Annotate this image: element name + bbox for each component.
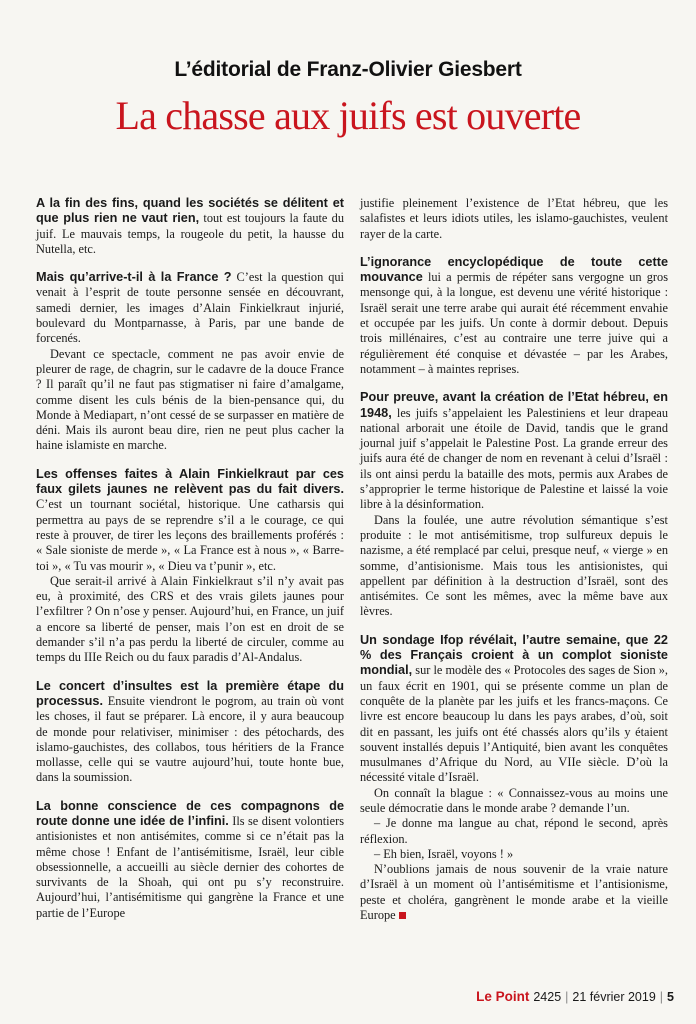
paragraph <box>360 390 668 512</box>
paragraph <box>36 196 344 257</box>
column-right <box>360 196 668 986</box>
article-section <box>36 467 344 666</box>
column-left <box>36 196 344 986</box>
article-section <box>360 255 668 377</box>
paragraph-text: justifie pleinement l’existence de l’Etat hébreu, que les salafistes et leurs idiots utiles, les islamo-gauchistes, veulent rayer de la carte. <box>360 196 668 241</box>
page-number: 5 <box>667 990 674 1004</box>
page-footer <box>476 989 674 1004</box>
paragraph-lead: Mais qu’arrive-t-il à la France ? <box>36 270 232 285</box>
paragraph-text: Ensuite viendront le pogrom, au train où vont les choses, il faut se préparer. Là encore, il y aura beaucoup de monde pour relativiser, minimiser : des pétochards, des islamo-gauchistes, des collabos, tous héritiers de la France mollasse, celle qui se vautre aujourd’hui, toute honte bue, dans la soumission. <box>36 693 344 785</box>
issue-date: 21 février 2019 <box>572 990 656 1004</box>
magazine-brand: Le Point <box>476 989 530 1004</box>
paragraph-text: tout est toujours la faute du juif. Le mauvais temps, la rougeole du petit, la hausse du Nutella, etc. <box>36 211 345 256</box>
article-section <box>360 196 668 242</box>
paragraph <box>36 799 344 921</box>
paragraph-lead: L’ignorance encyclopédique de toute cette mouvance <box>360 254 668 285</box>
end-of-article-mark <box>399 912 406 919</box>
paragraph <box>360 816 668 847</box>
paragraph-text: – Eh bien, Israël, voyons ! » <box>374 846 514 861</box>
paragraph <box>360 255 668 377</box>
paragraph-lead: Le concert d’insultes est la première étape du processus. <box>36 678 344 708</box>
paragraph <box>360 847 668 862</box>
paragraph-text: Ils se disent volontiers antisionistes et non antisémites, comme si ce n’était pas la même chose ! Enfant de l’antisémitisme, Israël, leur cible obsessionnelle, a accueilli au siècle dernier des cohortes de survivants de la Shoah, qui ont pu s’y reconstruire. Aujourd’hui, l’antisémitisme qui gangrène la France et une partie de l’Europe <box>36 813 345 920</box>
paragraph <box>360 513 668 620</box>
article-body <box>36 196 668 986</box>
paragraph-text: On connaît la blague : « Connaissez-vous au moins une seule démocratie dans le monde arabe ? demande l’un. <box>360 785 668 815</box>
article-section <box>36 799 344 921</box>
paragraph-lead: La bonne conscience de ces compagnons de route donne une idée de l’infini. <box>36 798 344 828</box>
issue-number: 2425 <box>533 990 562 1004</box>
paragraph-lead: Les offenses faites à Alain Finkielkraut par ces faux gilets jaunes ne relèvent pas du fait divers. <box>36 466 344 497</box>
footer-separator: | <box>565 990 569 1004</box>
paragraph-text: – Je donne ma langue au chat, répond le second, après réflexion. <box>360 816 668 846</box>
paragraph <box>36 467 344 574</box>
paragraph-text: Que serait-il arrivé à Alain Finkielkraut s’il n’y avait pas eu, à proximité, des CRS et des vrais gilets jaunes pour l’exfiltrer ? On n’ose y penser. Aujourd’hui, en France, un juif a encore sa liberté de penser, mais l’on est en droit de se demander s’il n’a pas perdu la liberté de circuler, comme au temps du IIIe Reich ou du faux paradis d’Al-Andalus. <box>36 573 344 665</box>
article-section <box>36 196 344 257</box>
paragraph-text: Devant ce spectacle, comment ne pas avoir envie de pleurer de rage, de chagrin, sur le cadavre de la douce France ? Il paraît qu’il ne faut pas stigmatiser ni faire d’amalgame, comme disent les culs bénis de la bien-pensance qui, du Monde à Mediapart, n’ont cessé de se surpasser en matière de déni. Mais ils auront beau dire, rien ne peut plus cacher la haine islamiste en marche. <box>36 346 344 453</box>
paragraph-text: C’est un tournant sociétal, historique. Une catharsis qui permettra au pays de se reprendre s’il a le courage, ce qui reste à prouver, de tirer les leçons des braillements proférés : « Sale sioniste de merde », « La France est à nous », « Barre-toi », « Tu vas mourir », « Dieu va t’punir », etc. <box>36 497 344 573</box>
paragraph <box>360 862 668 923</box>
paragraph-lead: Un sondage Ifop révélait, l’autre semaine, que 22 % des Français croient à un complot sioniste mondial, <box>360 632 668 678</box>
paragraph-text: sur le modèle des « Protocoles des sages de Sion », un faux écrit en 1901, qui se présente comme un plan de conquête de la planète par les juifs et les francs-maçons. Ce livre est encore beaucoup lu dans les pays arabes, d’où, soit dit en passant, les juifs ont été chassés alors qu’ils y étaient souvent installés depuis l’Antiquité, bien avant les conquêtes musulmanes d’Afrique du Nord, au VIIe siècle. D’où la nécessité vitale d’Israël. <box>360 663 668 785</box>
paragraph <box>36 347 344 454</box>
footer-separator: | <box>659 990 664 1004</box>
paragraph-text: lui a permis de répéter sans vergogne un gros mensonge qui, à la longue, est devenu une vérité historique : Israël serait une terre arabe qui aurait été récemment envahie et occupée par les juifs. Un conte à dormir debout. Depuis trois millénaires, c’est au contraire une terre juive qui a régulièrement été conquise et dévastée – par les Arabes, notamment – à maintes reprises. <box>360 270 668 376</box>
paragraph-lead: Pour preuve, avant la création de l’Etat hébreu, en 1948, <box>360 390 668 420</box>
paragraph-text: les juifs s’appelaient les Palestiniens et leur drapeau national arborait une étoile de David, tandis que le grand journal juif s’appelait le Palestine Post. La grande erreur des juifs aura été de changer de nom en revenant à celui d’Israël : ils ont ainsi perdu la bataille des mots, permis aux Arabes de s’approprier le terme historique de Palestine et laissé la voie libre à la désinformation. <box>360 405 668 512</box>
article-section <box>36 270 344 454</box>
paragraph <box>36 270 344 346</box>
paragraph <box>360 196 668 242</box>
editorial-kicker: L’éditorial de Franz-Olivier Giesbert <box>174 58 522 81</box>
paragraph <box>36 574 344 666</box>
paragraph <box>36 679 344 786</box>
article-section <box>360 633 668 924</box>
paragraph-lead: A la fin des fins, quand les sociétés se délitent et que plus rien ne vaut rien, <box>36 196 344 226</box>
paragraph-text: Dans la foulée, une autre révolution sémantique s’est produite : le mot antisémitisme, trop sulfureux depuis le nazisme, a été remplacé par celui, presque neuf, « vierge » en somme, d’antisionisme. Mais tous les antisionistes, qui appellent par définition à la destruction d’Israël, sont des antisémites. Ce sont les mêmes, avec la même bave aux lèvres. <box>360 512 668 619</box>
paragraph-text: C’est la question qui venait à l’esprit de toute personne sensée en découvrant, samedi dernier, les images d’Alain Finkielkraut injurié, boulevard du Montparnasse, à Paris, par une bande de forcenés. <box>36 270 344 346</box>
article-section <box>36 679 344 786</box>
paragraph-text: N’oublions jamais de nous souvenir de la vraie nature d’Israël à un moment où l’antisémitisme et l’antisionisme, peste et choléra, gangrènent le monde arabe et la vieille Europe <box>360 862 668 923</box>
paragraph <box>360 633 668 786</box>
article-section <box>360 390 668 619</box>
article-headline: La chasse aux juifs est ouverte <box>115 93 581 138</box>
paragraph <box>360 786 668 817</box>
